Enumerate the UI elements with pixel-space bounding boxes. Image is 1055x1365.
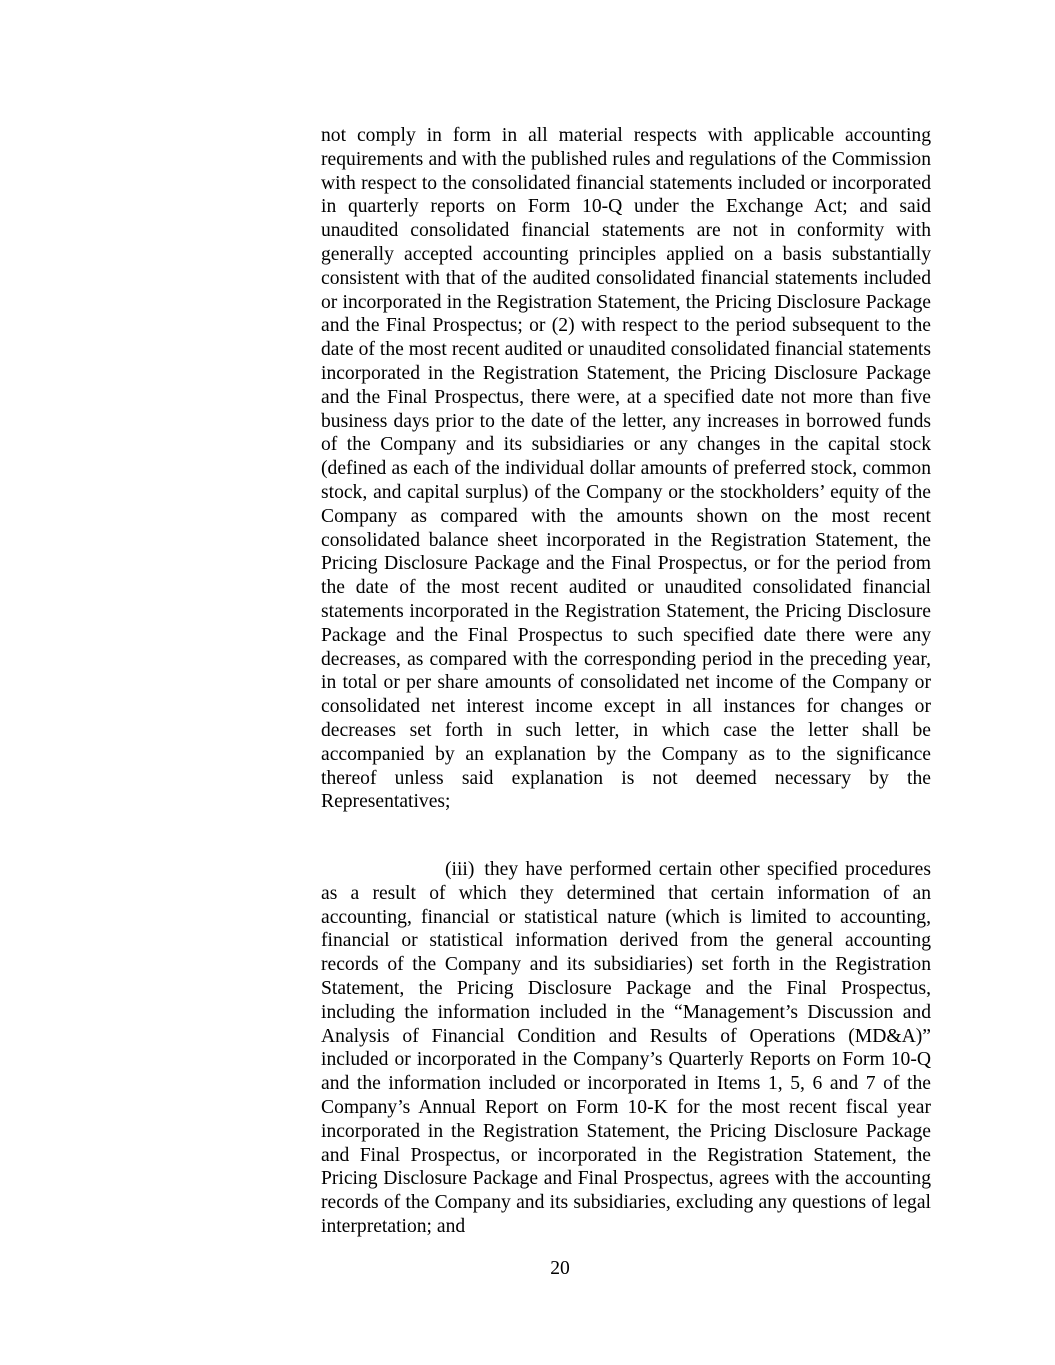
paragraph-iii (321, 858, 931, 1239)
paragraph-iii-marker: (iii) (445, 859, 475, 880)
page-number: 20 (550, 1258, 570, 1279)
paragraph-iii-text: they have performed certain other specified procedures as a result of which they determined that certain information of an accounting, financial or statistical nature (which is limited to accounting, financial or statistical information derived from the general accounting records of the Company and its subsidiaries) set forth in the Registration Statement, the Pricing Disclosure Package and the Final Prospectus, including the information included in the “Management’s Discussion and Analysis of Financial Condition and Results of Operations (MD&A)” included or incorporated in the Company’s Quarterly Reports on Form 10-Q and the information included or incorporated in Items 1, 5, 6 and 7 of the Company’s Annual Report on Form 10-K for the most recent fiscal year incorporated in the Registration Statement, the Pricing Disclosure Package and Final Prospectus, or incorporated in the Registration Statement, the Pricing Disclosure Package and Final Prospectus, agrees with the accounting records of the Company and its subsidiaries, excluding any questions of legal interpretation; and (321, 859, 931, 1237)
paragraph-continuation: not comply in form in all material respects with applicable accounting requirements and with the published rules and regulations of the Commission with respect to the consolidated financial statements included or incorporated in quarterly reports on Form 10-Q under the Exchange Act; and said unaudited consolidated financial statements are not in conformity with generally accepted accounting principles applied on a basis substantially consistent with that of the audited consolidated financial statements included or incorporated in the Registration Statement, the Pricing Disclosure Package and the Final Prospectus; or (2) with respect to the period subsequent to the date of the most recent audited or unaudited consolidated financial statements incorporated in the Registration Statement, the Pricing Disclosure Package and the Final Prospectus, there were, at a specified date not more than five business days prior to the date of the letter, any increases in borrowed funds of the Company and its subsidiaries or any changes in the capital stock (defined as each of the individual dollar amounts of preferred stock, common stock, and capital surplus) of the Company or the stockholders’ equity of the Company as compared with the amounts shown on the most recent consolidated balance sheet incorporated in the Registration Statement, the Pricing Disclosure Package and the Final Prospectus, or for the period from the date of the most recent audited or unaudited consolidated financial statements incorporated in the Registration Statement, the Pricing Disclosure Package and the Final Prospectus to such specified date there were any decreases, as compared with the corresponding period in the preceding year, in total or per share amounts of consolidated net income of the Company or consolidated net interest income except in all instances for changes or decreases set forth in such letter, in which case the letter shall be accompanied by an explanation by the Company as to the significance thereof unless said explanation is not deemed necessary by the Representatives; (321, 125, 931, 813)
